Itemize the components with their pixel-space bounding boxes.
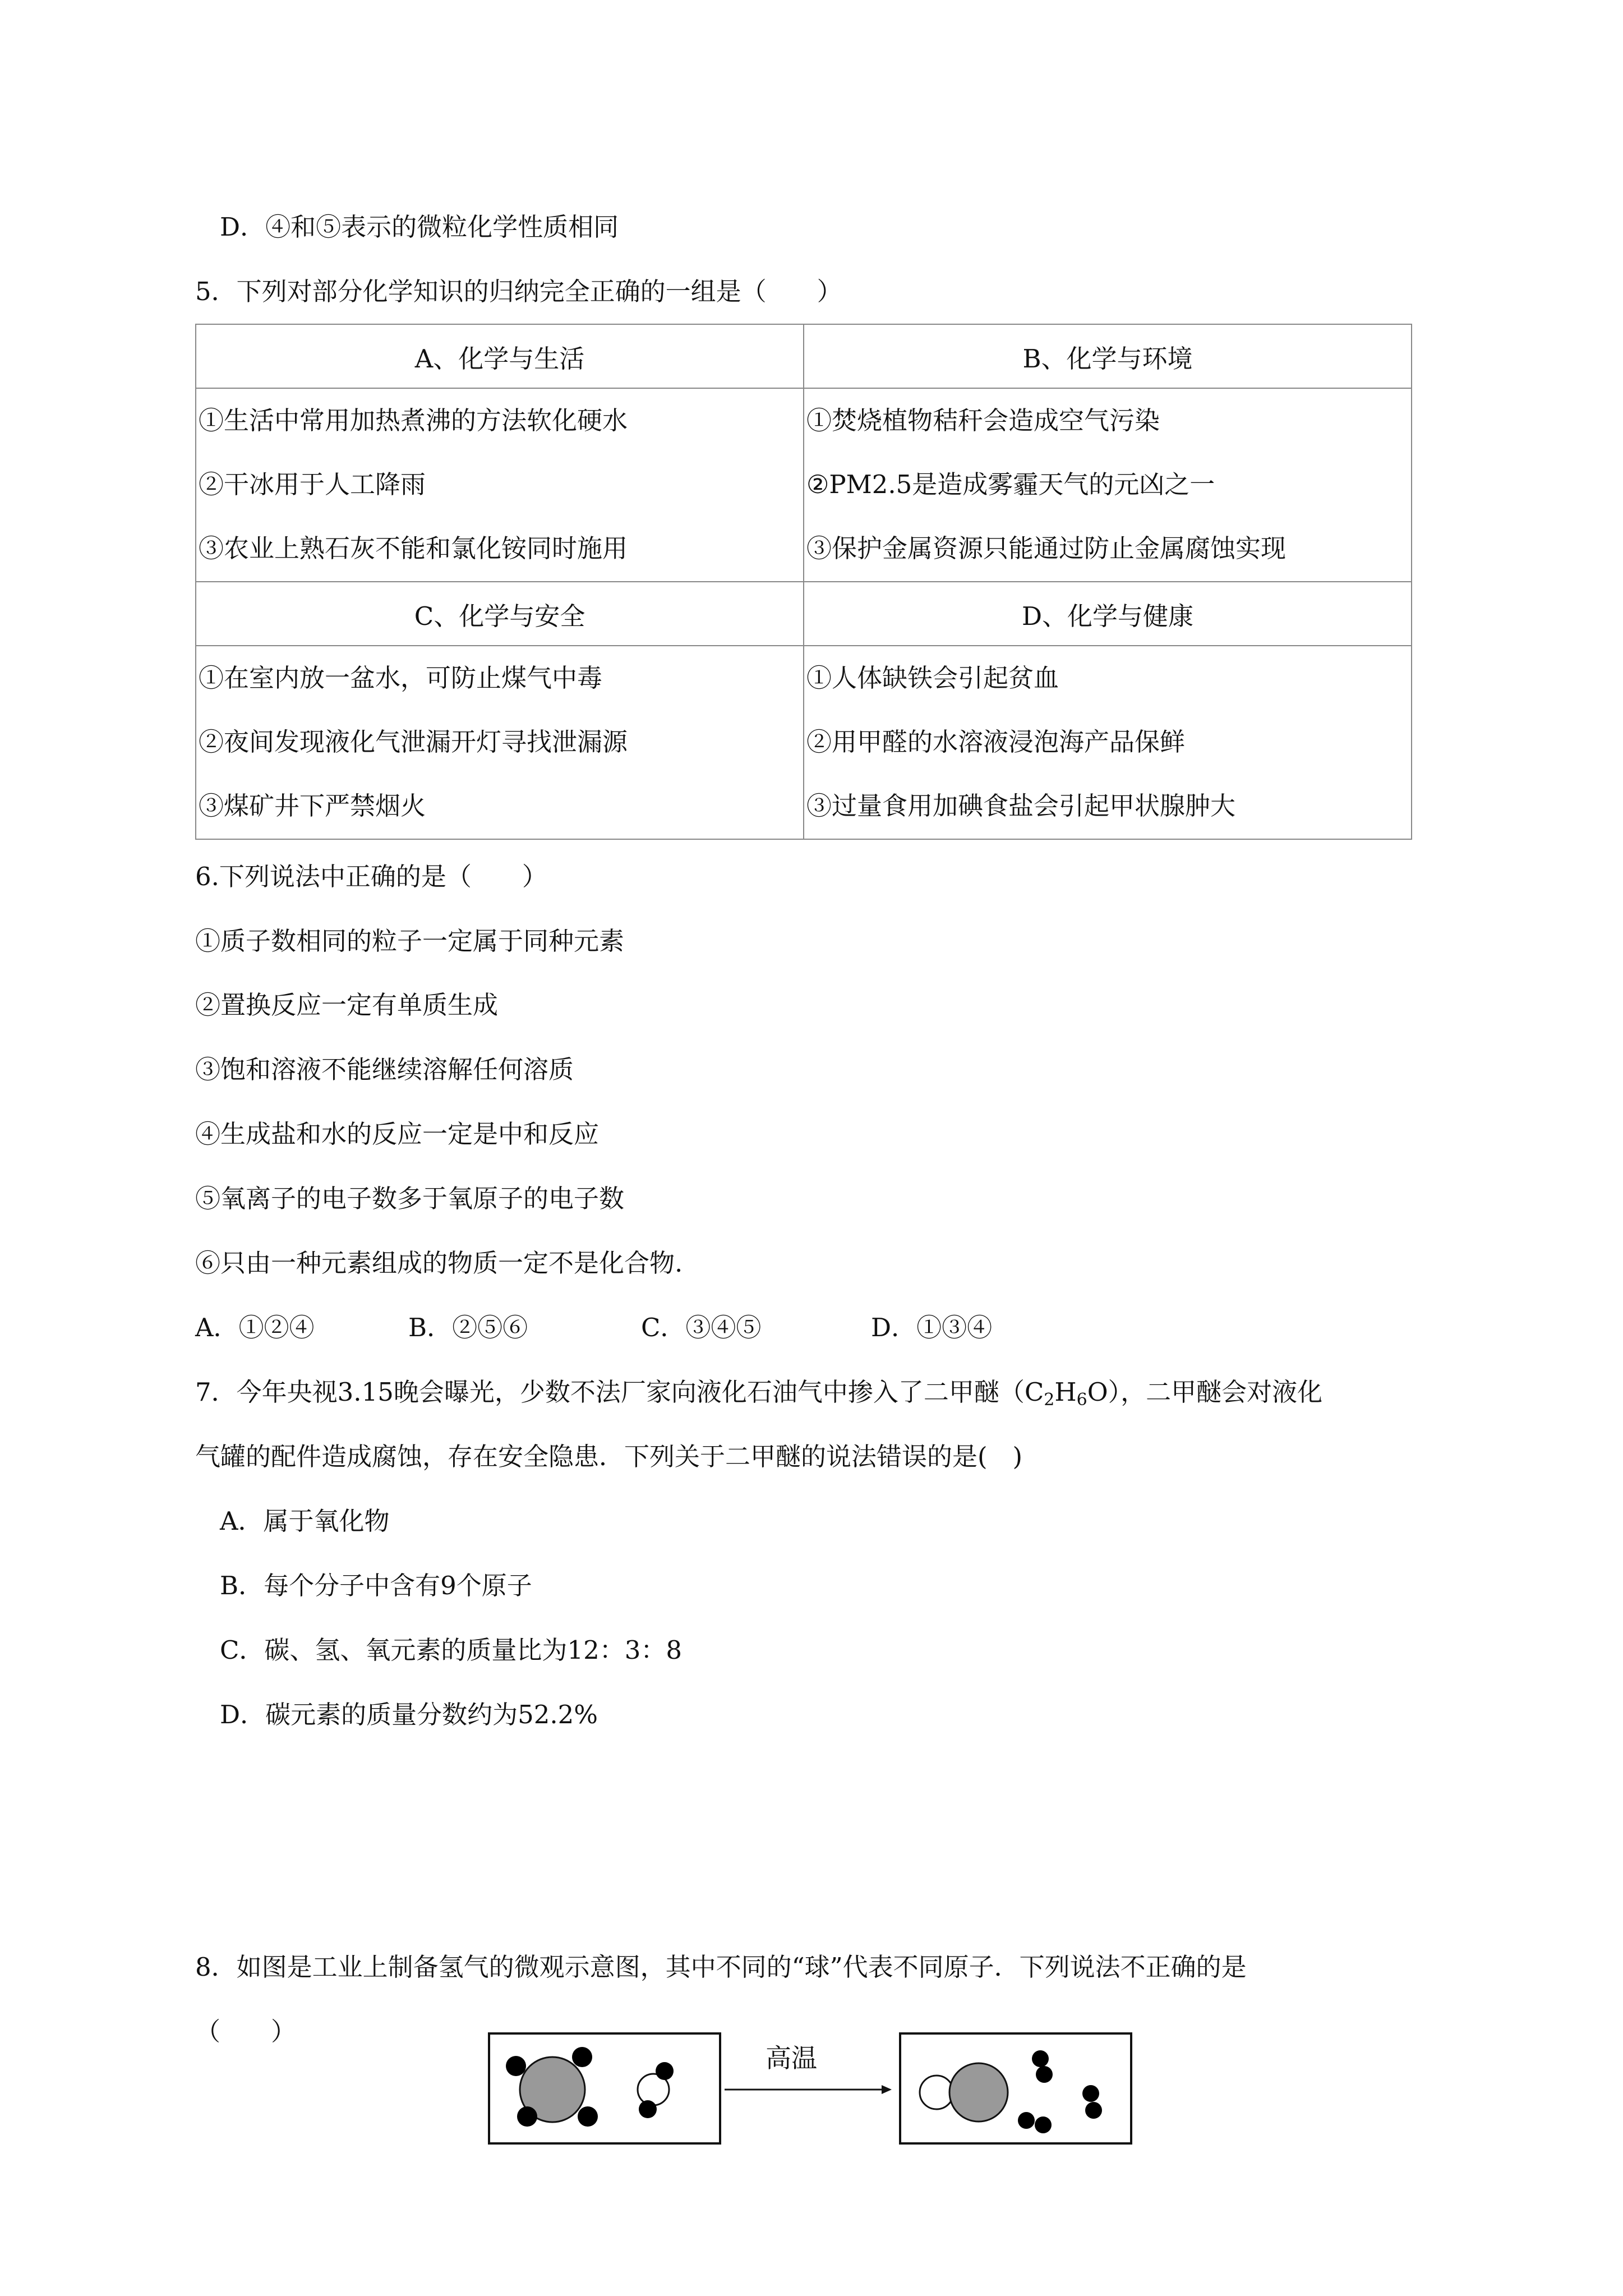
- q6-statement: ⑤氧离子的电子数多于氧原子的电子数: [195, 1184, 625, 1213]
- q5-cell-b-item: ③保护金属资源只能通过防止金属腐蚀实现: [806, 533, 1287, 563]
- reactant-molecule-large: [506, 2047, 598, 2127]
- q6-option-a: A．①②④: [195, 1313, 315, 1342]
- q5-cell-c-item: ②夜间发现液化气泄漏开灯寻找泄漏源: [199, 727, 628, 757]
- q6-option-b: B．②⑤⑥: [408, 1313, 528, 1342]
- q6-stem: 6.下列说法中正确的是（ ）: [195, 862, 547, 891]
- q7-stem-text: 7．今年央视3.15晚会曝光，少数不法厂家向液化石油气中掺入了二甲醚（C: [195, 1377, 1044, 1407]
- q7-stem-line1: [195, 1375, 1322, 1417]
- q5-cell-b-item: ①焚烧植物秸秆会造成空气污染: [806, 406, 1160, 435]
- q6-statement: ⑥只由一种元素组成的物质一定不是化合物.: [195, 1248, 683, 1278]
- q5-cell-d-title: D、化学与健康: [804, 582, 1412, 646]
- reactant-molecule-small: [638, 2062, 674, 2118]
- q5-cell-a-body: [196, 388, 804, 582]
- q6-option-d: D．①③④: [871, 1313, 993, 1342]
- q7-subscript: 6: [1076, 1390, 1087, 1410]
- q5-cell-b-item: ②PM2.5是造成雾霾天气的元凶之一: [806, 470, 1215, 499]
- q5-cell-b-title: B、化学与环境: [804, 324, 1412, 388]
- q6-statement: ①质子数相同的粒子一定属于同种元素: [195, 926, 625, 956]
- q7-stem-text: H: [1054, 1377, 1077, 1407]
- q5-cell-c-title: C、化学与安全: [196, 582, 804, 646]
- q5-cell-a-item: ③农业上熟石灰不能和氯化铵同时施用: [199, 533, 628, 563]
- q5-cell-d-item: ②用甲醛的水溶液浸泡海产品保鲜: [806, 727, 1186, 757]
- q6-options: [195, 1311, 992, 1345]
- q7-option-b: B．每个分子中含有9个原子: [220, 1571, 532, 1600]
- q6-statement: ②置换反应一定有单质生成: [195, 990, 499, 1020]
- q5-cell-b-body: [804, 388, 1412, 582]
- product-h2-molecules: [1018, 2050, 1102, 2133]
- q5-cell-a-item: ①生活中常用加热煮沸的方法软化硬水: [199, 406, 628, 435]
- q5-cell-d-item: ③过量食用加碘食盐会引起甲状腺肿大: [806, 791, 1236, 821]
- q7-option-c: C．碳、氢、氧元素的质量比为12：3：8: [220, 1635, 682, 1665]
- q5-cell-a-item: ②干冰用于人工降雨: [199, 470, 426, 499]
- q7-option-a: A．属于氧化物: [220, 1506, 390, 1536]
- q6-statement: ③饱和溶液不能继续溶解任何溶质: [195, 1055, 574, 1084]
- q5-cell-c-body: [196, 646, 804, 839]
- q5-cell-d-body: [804, 646, 1412, 839]
- q5-options-table: [195, 324, 1412, 840]
- q7-option-d: D．碳元素的质量分数约为52.2%: [220, 1700, 598, 1729]
- q8-paren: （ ）: [195, 2017, 297, 2046]
- q8-stem: 8．如图是工业上制备氢气的微观示意图，其中不同的“球”代表不同原子．下列说法不正确的是: [195, 1952, 1247, 1982]
- q7-subscript: 2: [1044, 1390, 1055, 1410]
- reaction-diagram: [482, 2014, 1144, 2148]
- arrow-head: [882, 2085, 892, 2094]
- q6-statement: ④生成盐和水的反应一定是中和反应: [195, 1119, 600, 1149]
- product-molecule: [920, 2063, 1008, 2122]
- q4-option-d: D．④和⑤表示的微粒化学性质相同: [220, 212, 619, 242]
- q6-option-c: C．③④⑤: [641, 1313, 762, 1342]
- q5-cell-c-item: ③煤矿井下严禁烟火: [199, 791, 426, 821]
- arrow-label: 高温: [766, 2044, 817, 2073]
- q5-cell-a-title: A、化学与生活: [196, 324, 804, 388]
- q7-stem-text: O），二甲醚会对液化: [1087, 1377, 1323, 1407]
- q5-stem: 5．下列对部分化学知识的归纳完全正确的一组是（ ）: [195, 277, 842, 306]
- q7-stem-line2: 气罐的配件造成腐蚀，存在安全隐患．下列关于二甲醚的说法错误的是( ): [195, 1442, 1023, 1471]
- q5-cell-d-item: ①人体缺铁会引起贫血: [806, 663, 1059, 693]
- q5-cell-c-item: ①在室内放一盆水，可防止煤气中毒: [199, 663, 603, 693]
